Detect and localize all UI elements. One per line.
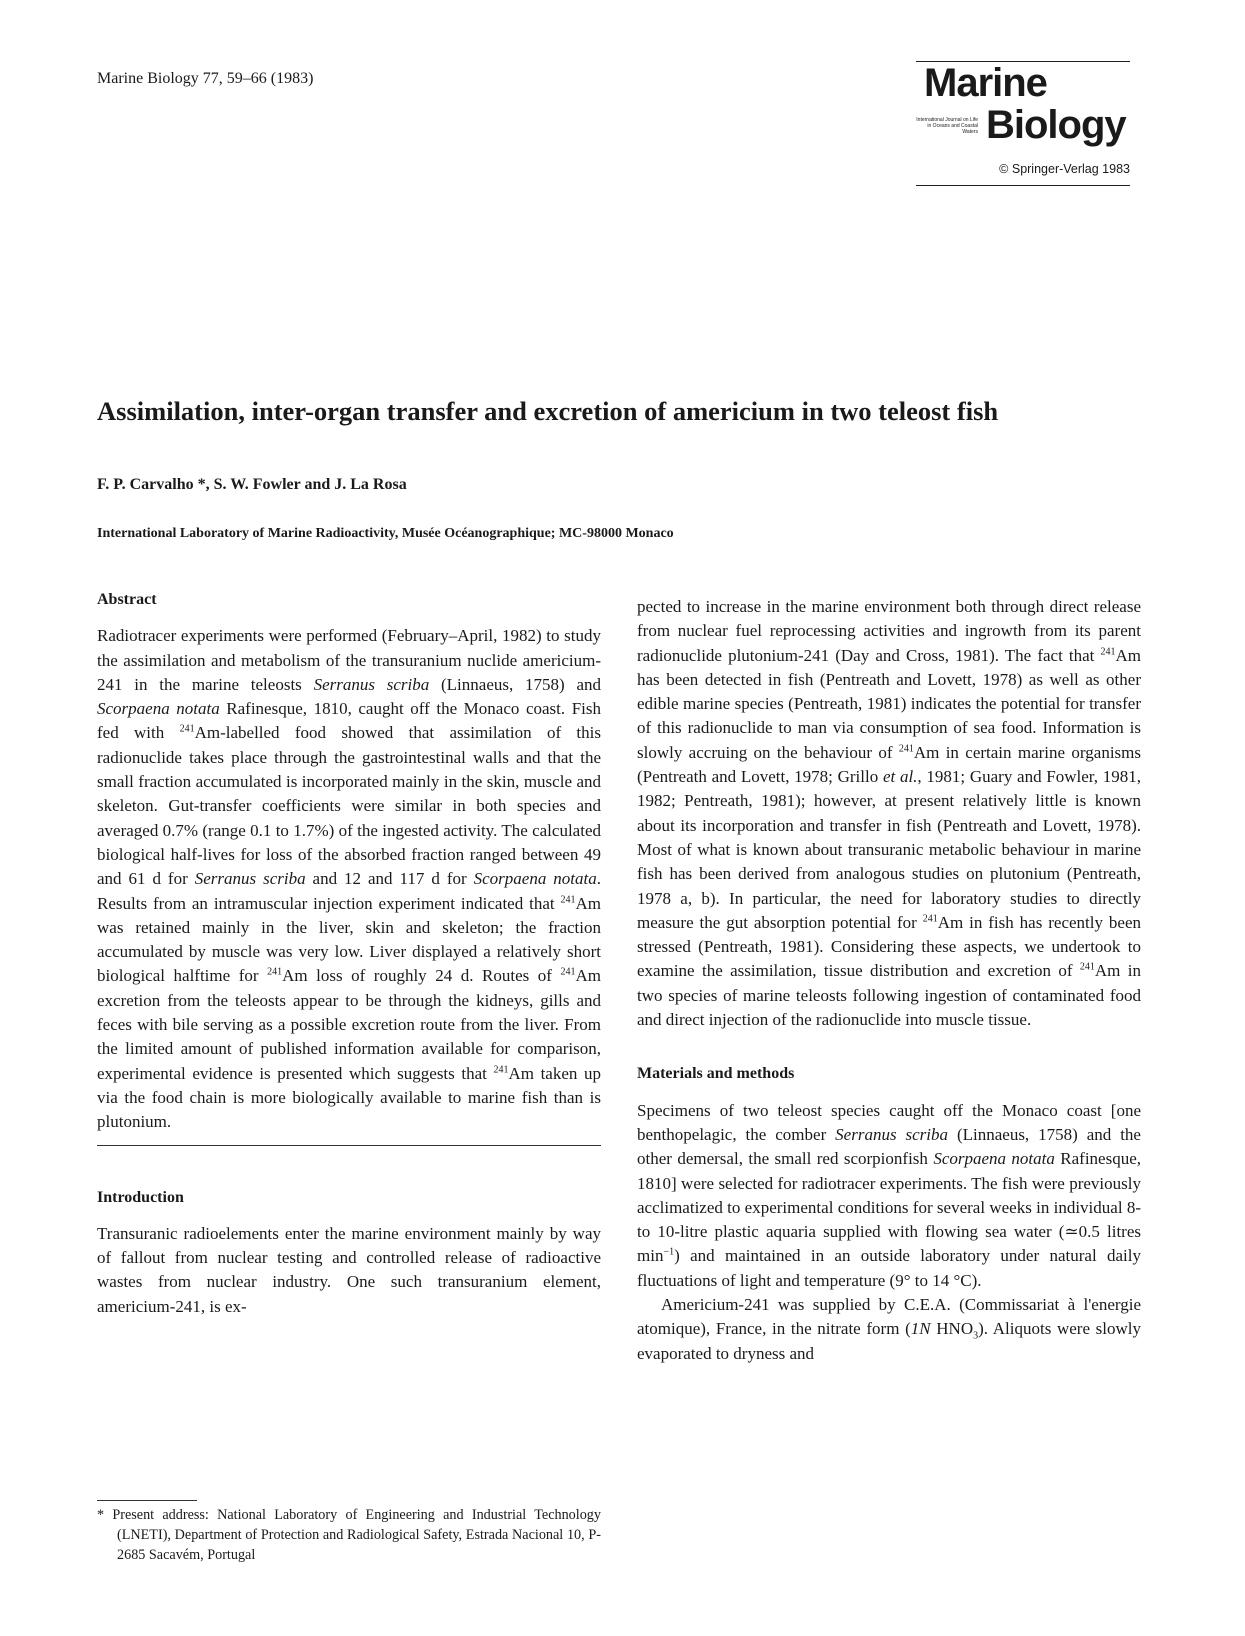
- species-name: Scorpaena notata: [933, 1149, 1055, 1169]
- article-title: Assimilation, inter-organ transfer and excretion of americium in two teleost fish: [97, 396, 999, 426]
- introduction-continued: pected to increase in the marine environment both through direct release from nuclear fuel reprocessing activities and ingrowth from its parent radionuclide plutonium-241 (Day and Cross, 1981). The fact that $^{241}$Am has been detected in fish (Pentreath and Lovett, 1978) as well as other edible marine species (Pentreath, 1981) indicates the potential for transfer of this radionuclide to man via consumption of sea food. Information is slowly accruing on the behaviour of $^{241}$Am in certain marine organisms (Pentreath and Lovett, 1978; Grillo et al., 1981; Guary and Fowler, 1981, 1982; Pentreath, 1981); however, at present relatively little is known about its incorporation and transfer in fish (Pentreath and Lovett, 1978). Most of what is known about transuranic metabolic behaviour in marine fish has been derived from analogous studies on plutonium (Pentreath, 1978 a, b). In particular, the need for laboratory studies to directly measure the gut absorption potential for $^{241}$Am in fish has recently been stressed (Pentreath, 1981). Considering these aspects, we undertook to examine the assimilation, tissue distribution and excretion of $^{241}$Am in two species of marine teleosts following ingestion of contaminated food and direct injection of the radionuclide into muscle tissue.: [637, 597, 1142, 1030]
- species-name: Serranus scriba: [313, 674, 430, 694]
- journal-logo: [916, 61, 1130, 176]
- right-column: [637, 595, 1141, 1366]
- footnote: * Present address: National Laboratory of Engineering and Industrial Technology (LNETI), Department of Protection and Radiological Safety, Estrada Nacional 10, P-2685 Sacavém, Portugal: [97, 1507, 601, 1563]
- abstract-divider: [97, 1145, 601, 1146]
- abstract-text: Radiotracer experiments were performed (February–April, 1982) to study the assimilation and metabolism of the transuranium nuclide americium-241 in the marine teleosts Serranus scriba (Linnaeus, 1758) and Scorpaena notata Rafinesque, 1810, caught off the Monaco coast. Fish fed with $^{241}$Am-labelled food showed that assimilation of this radionuclide takes place through the gastrointestinal walls and that the small fraction accumulated is incorporated mainly in the skin, muscle and skeleton. Gut-transfer coefficients were similar in both species and averaged 0.7% (range 0.1 to 1.7%) of the ingested activity. The calculated biological half-lives for loss of the absorbed fraction ranged between 49 and 61 d for Serranus scriba and 12 and 117 d for Scorpaena notata. Results from an intramuscular injection experiment indicated that $^{241}$Am was retained mainly in the liver, skin and skeleton; the fraction accumulated by muscle was very low. Liver displayed a relatively short biological halftime for $^{241}$Am loss of roughly 24 d. Routes of $^{241}$Am excretion from the teleosts appear to be through the kidneys, gills and feces with bile serving as a possible excretion route from the liver. From the limited amount of published information available for comparison, experimental evidence is presented which suggests that $^{241}$Am taken up via the food chain is more biologically available to marine fish than is plutonium.: [97, 626, 601, 1132]
- abstract-heading: Abstract: [97, 591, 157, 608]
- introduction-text: Transuranic radioelements enter the marine environment mainly by way of fallout from nuclear testing and controlled release of radioactive wastes from nuclear industry. One such transuranium element, americium-241, is ex-: [97, 1223, 601, 1316]
- species-name: Scorpaena notata: [473, 869, 597, 889]
- logo-tagline: International Journal on Life in Oceans and Coastal Waters: [916, 117, 978, 135]
- methods-paragraph-2: Americium-241 was supplied by C.E.A. (Commissariat à l'energie atomique), France, in the nitrate form (1N $HNO_3$). Aliquots were slowly evaporated to dryness and: [637, 1295, 1141, 1363]
- species-name: Serranus scriba: [835, 1124, 949, 1144]
- logo-copyright: © Springer-Verlag 1983: [999, 162, 1130, 176]
- footnote-divider: [97, 1500, 197, 1501]
- species-name: Serranus scriba: [194, 869, 306, 889]
- affiliation: International Laboratory of Marine Radioactivity, Musée Océanographique; MC-98000 Monaco: [97, 526, 674, 541]
- logo-word-biology: Biology: [986, 103, 1126, 147]
- methods-paragraph-1: Specimens of two teleost species caught off the Monaco coast [one benthopelagic, the comber Serranus scriba (Linnaeus, 1758) and the other demersal, the small red scorpionfish Scorpaena notata Rafinesque, 1810] were selected for radiotracer experiments. The fish were previously acclimatized to experimental conditions for several weeks in individual 8- to 10-litre plastic aquaria supplied with flowing sea water (≃0.5 litres $\min^{-1}$) and maintained in an outside laboratory under natural daily fluctuations of light and temperature (9° to 14 °C).: [637, 1100, 1142, 1290]
- journal-reference: Marine Biology 77, 59–66 (1983): [97, 70, 314, 87]
- left-column: [97, 588, 601, 1319]
- authors: F. P. Carvalho *, S. W. Fowler and J. La Rosa: [97, 476, 407, 493]
- logo-bottom-rule: [916, 185, 1130, 186]
- logo-word-marine: Marine: [924, 61, 1047, 105]
- introduction-heading: Introduction: [97, 1188, 184, 1206]
- species-name: Scorpaena notata: [97, 699, 220, 719]
- methods-heading: Materials and methods: [637, 1065, 795, 1083]
